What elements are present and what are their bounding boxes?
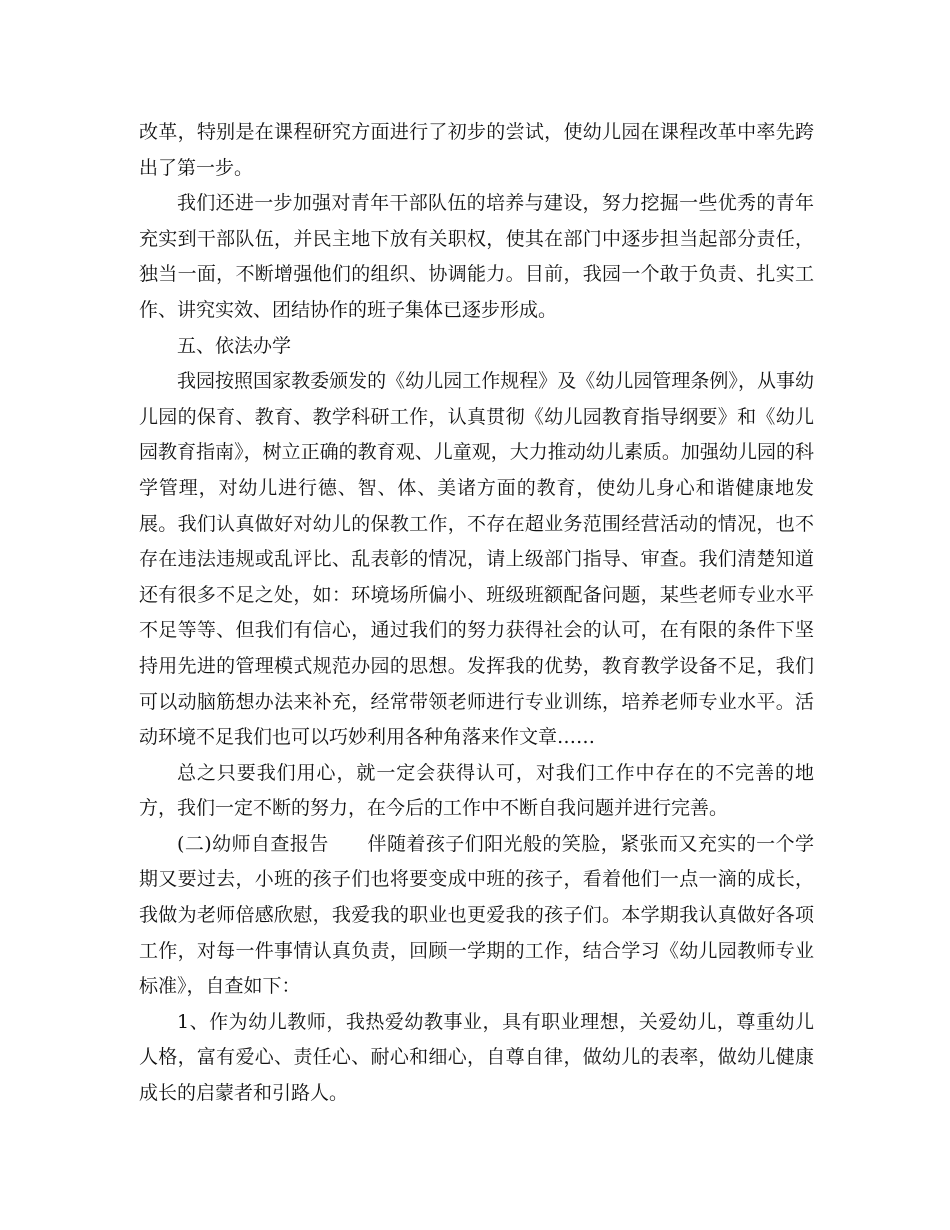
paragraph-cadre-training: 我们还进一步加强对青年干部队伍的培养与建设，努力挖掘一些优秀的青年充实到干部队伍，并民主地下放有关职权，使其在部门中逐步担当起部分责任，独当一面，不断增强他们的组织、协调能力。目前，我园一个敢于负责、扎实工作、讲究实效、团结协作的班子集体已逐步形成。 [139,192,814,321]
paragraph-lawful-operation: 我园按照国家教委颁发的《幼儿园工作规程》及《幼儿园管理条例》，从事幼儿园的保育、教育、教学科研工作，认真贯彻《幼儿园教育指导纲要》和《幼儿园教育指南》，树立正确的教育观、儿童观，大力推动幼儿素质。加强幼儿园的科学管理，对幼儿进行德、智、体、美诸方面的教育，使幼儿身心和谐健康地发展。我们认真做好对幼儿的保教工作，不存在超业务范围经营活动的情况，也不存在违法违规或乱评比、乱表彰的情况，请上级部门指导、审查。我们清楚知道还有很多不足之处，如：环境场所偏小、班级班额配备问题，某些老师专业水平不足等等、但我们有信心，通过我们的努力获得社会的认可，在有限的条件下坚持用先进的管理模式规范办园的思想。发挥我的优势，教育教学设备不足，我们可以动脑筋想办法来补充，经常带领老师进行专业训练，培养老师专业水平。活动环境不足我们也可以巧妙利用各种角落来作文章…… [139,370,814,749]
document-body [139,115,814,1112]
paragraph-item-1: 1、作为幼儿教师，我热爱幼教事业，具有职业理想，关爱幼儿，尊重幼儿人格，富有爱心、责任心、耐心和细心，自尊自律，做幼儿的表率，做幼儿健康成长的启蒙者和引路人。 [139,1010,814,1105]
paragraph-teacher-self-check: (二)幼师自查报告 伴随着孩子们阳光般的笑脸，紧张而又充实的一个学期又要过去，小班的孩子们也将要变成中班的孩子，看着他们一点一滴的成长，我做为老师倍感欣慰，我爱我的职业也更爱我的孩子们。本学期我认真做好各项工作，对每一件事情认真负责，回顾一学期的工作，结合学习《幼儿园教师专业标准》，自查如下： [139,832,814,998]
paragraph-continuation: 改革，特别是在课程研究方面进行了初步的尝试，使幼儿园在课程改革中率先跨出了第一步。 [139,121,814,179]
section-heading-lawful-operation: 五、依法办学 [177,334,292,357]
paragraph-conclusion: 总之只要我们用心，就一定会获得认可，对我们工作中存在的不完善的地方，我们一定不断的努力，在今后的工作中不断自我问题并进行完善。 [139,761,814,820]
